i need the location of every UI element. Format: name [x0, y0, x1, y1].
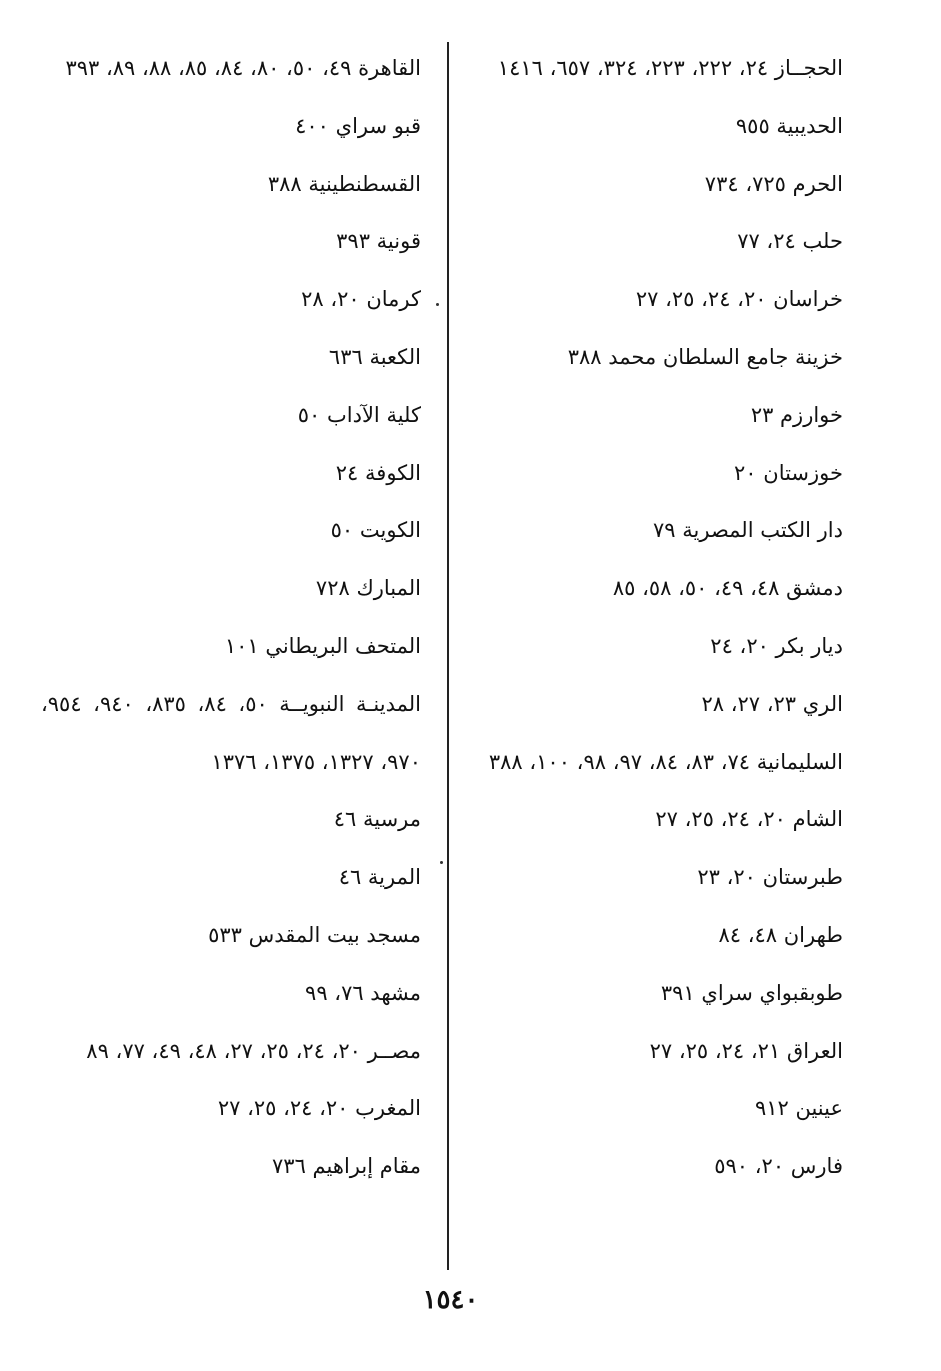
index-entry: خوزستان ٢٠ [734, 460, 843, 485]
scan-speck [440, 861, 443, 864]
index-entry: الكويت ٥٠ [330, 518, 421, 543]
index-entry: دار الكتب المصرية ٧٩ [653, 518, 843, 543]
index-column-right [463, 40, 843, 1196]
scan-speck [436, 303, 439, 306]
index-entry: طهران ٤٨، ٨٤ [718, 922, 843, 947]
index-entry: الحديبية ٩٥٥ [735, 113, 843, 138]
index-entry: دمشق ٤٨، ٤٩، ٥٠، ٥٨، ٨٥ [612, 576, 843, 601]
index-entry: المتحف البريطاني ١٠١ [224, 633, 421, 658]
index-entry: فارس ٢٠، ٥٩٠ [714, 1154, 843, 1179]
index-entry: القاهرة ٤٩، ٥٠، ٨٠، ٨٤، ٨٥، ٨٨، ٨٩، ٣٩٣ [65, 56, 421, 80]
index-entry: الري ٢٣، ٢٧، ٢٨ [701, 691, 843, 716]
column-divider [447, 42, 449, 1270]
index-entry: المرية ٤٦ [338, 865, 421, 890]
index-entry: السليمانية ٧٤، ٨٣، ٨٤، ٩٧، ٩٨، ١٠٠، ٣٨٨ [488, 749, 843, 774]
index-column-left [41, 40, 421, 1196]
index-entry: الكوفة ٢٤ [335, 460, 421, 485]
index-entry: العراق ٢١، ٢٤، ٢٥، ٢٧ [649, 1038, 843, 1063]
index-entry: طوبقبواي سراي ٣٩١ [660, 980, 843, 1005]
index-entry: خوارزم ٢٣ [750, 402, 843, 427]
index-entry: المغرب ٢٠، ٢٤، ٢٥، ٢٧ [217, 1096, 421, 1121]
index-entry: المبارك ٧٢٨ [315, 576, 421, 601]
index-entry: خراسان ٢٠، ٢٤، ٢٥، ٢٧ [635, 287, 843, 312]
index-entry: حلب ٢٤، ٧٧ [737, 229, 843, 254]
index-entry: الكعبة ٦٣٦ [328, 344, 421, 369]
index-entry: عينين ٩١٢ [754, 1096, 843, 1121]
index-entry: الحجــاز ٢٤، ٢٢٢، ٢٢٣، ٣٢٤، ٦٥٧، ١٤١٦ [497, 56, 843, 80]
index-entry: قبو سراي ٤٠٠ [295, 113, 421, 138]
index-entry: كرمان ٢٠، ٢٨ [301, 287, 421, 312]
index-entry: خزينة جامع السلطان محمد ٣٨٨ [567, 344, 843, 369]
index-entry: الحرم ٧٢٥، ٧٣٤ [704, 171, 843, 196]
index-entry: ديار بكر ٢٠، ٢٤ [710, 633, 843, 658]
index-entry: مرسية ٤٦ [333, 807, 421, 832]
index-entry: مصــر ٢٠، ٢٤، ٢٥، ٢٧، ٤٨، ٤٩، ٧٧، ٨٩ [86, 1038, 421, 1063]
page-number: ١٥٤٠ [422, 1285, 479, 1315]
index-entry: مسجد بيت المقدس ٥٣٣ [208, 922, 421, 947]
index-entry: الشام ٢٠، ٢٤، ٢٥، ٢٧ [655, 807, 843, 832]
index-entry: المدينـة النبويــة ٥٠، ٨٤، ٨٣٥، ٩٤٠، ٩٥٤، ٩٧٠، ١٣٢٧، ١٣٧٥، ١٣٧٦ [41, 691, 421, 774]
index-entry: طبرستان ٢٠، ٢٣ [697, 865, 843, 890]
index-entry: القسطنطينية ٣٨٨ [267, 171, 421, 196]
index-entry: كلية الآداب ٥٠ [297, 402, 421, 427]
index-entry: قونية ٣٩٣ [336, 229, 421, 254]
index-entry: مشهد ٧٦، ٩٩ [305, 980, 421, 1005]
index-entry: مقام إبراهيم ٧٣٦ [272, 1154, 421, 1179]
